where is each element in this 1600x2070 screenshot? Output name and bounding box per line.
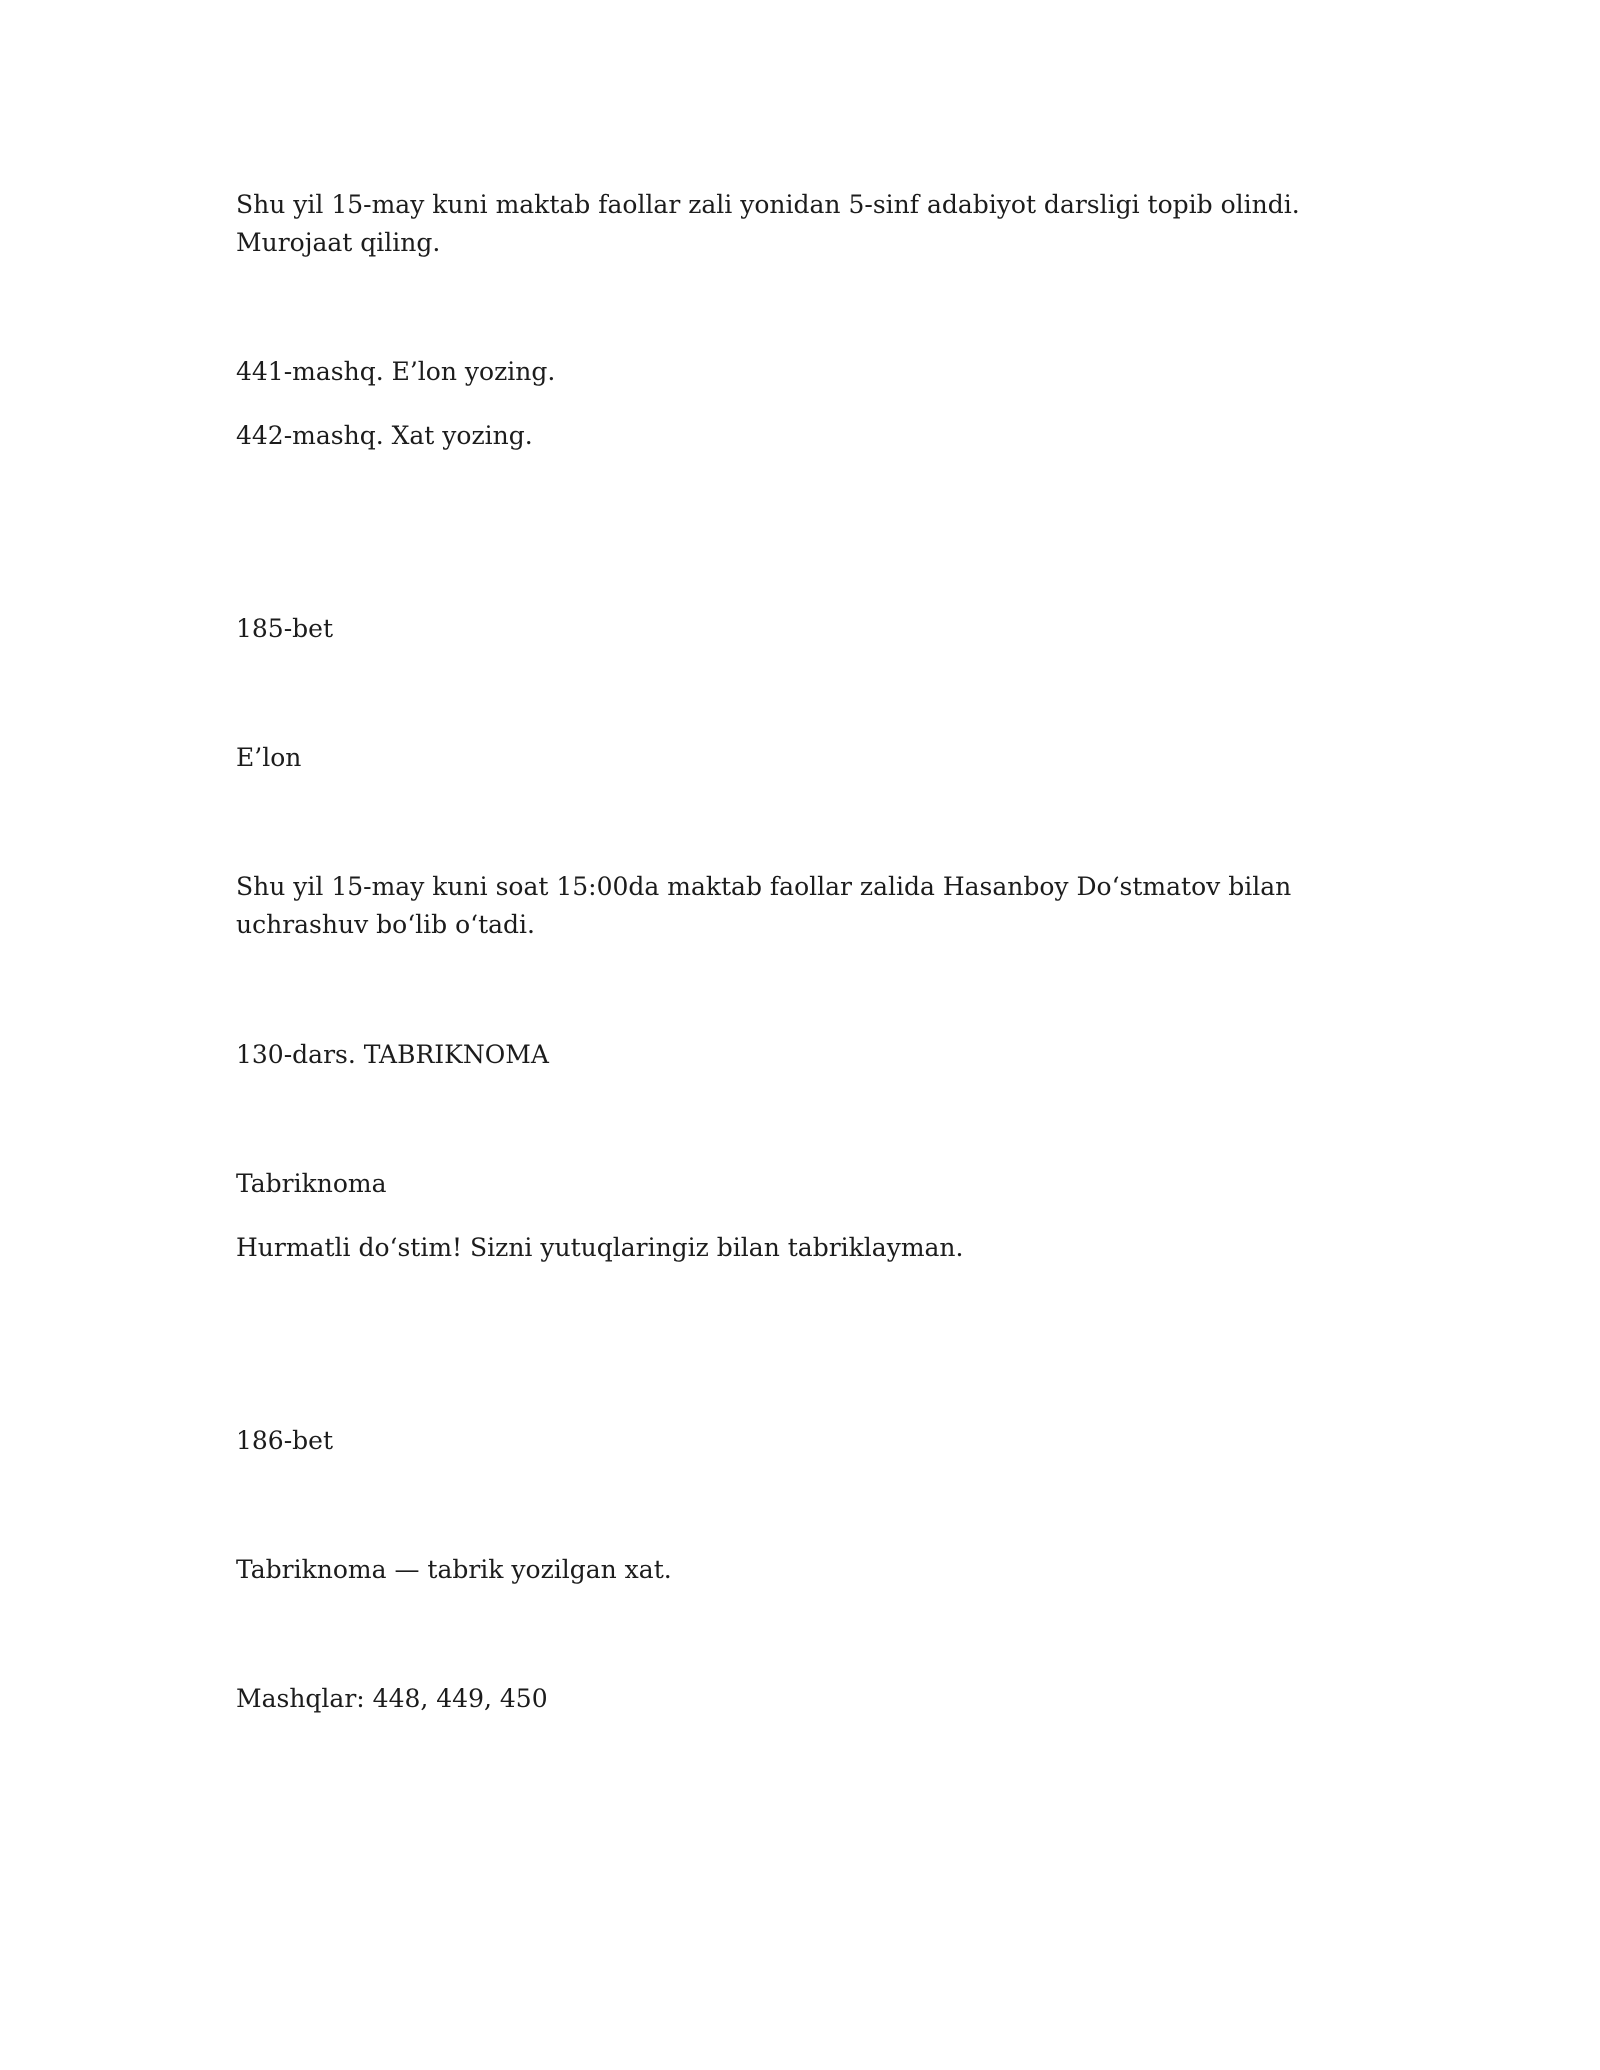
greeting-card-definition: Tabriknoma — tabrik yozilgan xat.: [236, 1555, 672, 1584]
announcement-heading: E’lon: [236, 743, 302, 772]
lost-textbook-notice: Shu yil 15-may kuni maktab faollar zali yonidan 5-sinf adabiyot darsligi topib olindi. Murojaat qiling.: [236, 190, 1300, 257]
exercise-441: 441-mashq. E’lon yozing.: [236, 357, 556, 386]
page-marker-186: 186-bet: [236, 1426, 334, 1455]
greeting-card-heading: Tabriknoma: [236, 1169, 387, 1198]
page-marker-185: 185-bet: [236, 614, 334, 643]
lesson-130-title: 130-dars. TABRIKNOMA: [236, 1040, 549, 1069]
meeting-announcement: Shu yil 15-may kuni soat 15:00da maktab faollar zalida Hasanboy Do‘stmatov bilan uchrashuv bo‘lib o‘tadi.: [236, 872, 1292, 939]
exercises-list: Mashqlar: 448, 449, 450: [236, 1684, 548, 1713]
exercise-442: 442-mashq. Xat yozing.: [236, 421, 533, 450]
greeting-text: Hurmatli do‘stim! Sizni yutuqlaringiz bilan tabriklayman.: [236, 1233, 964, 1262]
